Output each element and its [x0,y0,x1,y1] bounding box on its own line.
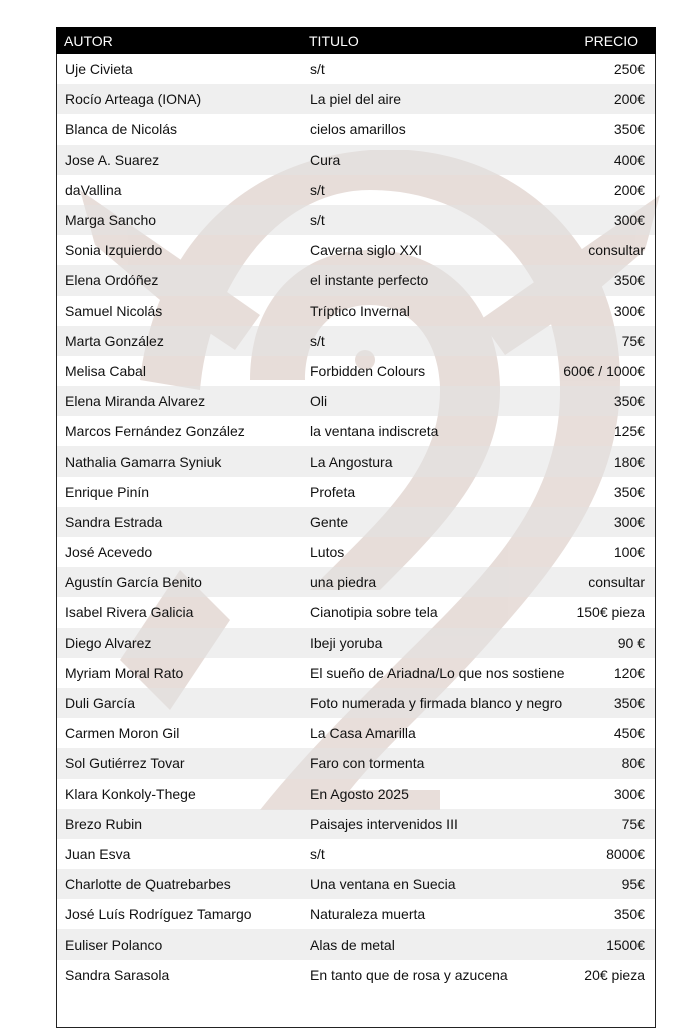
cell-titulo: s/t [310,181,325,198]
cell-autor: Klara Konkoly-Thege [65,785,196,802]
cell-titulo: s/t [310,845,325,862]
table-row [57,84,655,114]
cell-titulo: La Casa Amarilla [310,725,416,742]
cell-precio: 300€ [613,785,645,802]
cell-titulo: La piel del aire [310,91,402,108]
cell-titulo: Ibeji yoruba [310,634,383,651]
cell-titulo: Foto numerada y firmada blanco y negro [310,695,563,712]
cell-autor: Nathalia Gamarra Syniuk [65,453,222,470]
cell-autor: José Acevedo [65,544,153,561]
cell-precio: 350€ [613,393,645,410]
cell-autor: Brezo Rubin [65,815,143,832]
table-body [56,54,656,1028]
cell-precio: 90 € [617,634,645,651]
cell-precio: 95€ [621,876,645,893]
cell-titulo: Paisajes intervenidos III [310,815,458,832]
cell-autor: Jose A. Suarez [65,151,160,168]
cell-titulo: Lutos [310,544,345,561]
table-row [57,779,655,809]
cell-precio: 150€ pieza [576,604,645,621]
table-row [57,114,655,144]
cell-autor: Elena Ordóñez [65,272,159,289]
cell-autor: Carmen Moron Gil [65,725,180,742]
cell-autor: Rocío Arteaga (IONA) [65,91,202,108]
cell-titulo: Cura [310,151,341,168]
cell-autor: Duli García [65,695,136,712]
cell-precio: 100€ [613,544,645,561]
table-header [56,27,656,54]
cell-precio: 1500€ [606,936,645,953]
cell-precio: 20€ pieza [584,966,645,983]
cell-titulo: s/t [310,332,325,349]
cell-autor: Diego Alvarez [65,634,152,651]
cell-autor: José Luís Rodríguez Tamargo [65,906,252,923]
cell-titulo: El sueño de Ariadna/Lo que nos sostiene [310,664,565,681]
table-row [57,960,655,990]
cell-autor: Agustín García Benito [65,574,202,591]
table-row [57,567,655,597]
cell-titulo: La Angostura [310,453,393,470]
table-row [57,718,655,748]
cell-precio: 400€ [613,151,645,168]
cell-precio: 350€ [613,906,645,923]
cell-titulo: Tríptico Invernal [310,302,410,319]
cell-titulo: Naturaleza muerta [310,906,426,923]
table-row [57,929,655,959]
cell-titulo: Faro con tormenta [310,755,425,772]
table-row [57,145,655,175]
cell-titulo: cielos amarillos [310,121,406,138]
table-row [57,54,655,84]
table-row [57,416,655,446]
cell-titulo: Oli [310,393,328,410]
cell-titulo: En tanto que de rosa y azucena [310,966,508,983]
cell-precio: 350€ [613,121,645,138]
header-precio: PRECIO [584,32,638,49]
table-row [57,326,655,356]
table-row [57,537,655,567]
cell-precio: 350€ [613,695,645,712]
cell-titulo: Caverna siglo XXI [310,242,423,259]
table-row [57,265,655,295]
cell-autor: Marga Sancho [65,212,157,229]
cell-autor: Euliser Polanco [65,936,163,953]
cell-precio: 75€ [621,332,645,349]
cell-autor: Enrique Pinín [65,483,150,500]
price-table [56,27,656,1028]
cell-precio: 300€ [613,302,645,319]
cell-titulo: En Agosto 2025 [310,785,409,802]
table-row [57,446,655,476]
cell-titulo: una piedra [310,574,377,591]
table-row [57,809,655,839]
cell-precio: 600€ / 1000€ [563,362,645,379]
cell-autor: Juan Esva [65,845,131,862]
table-row [57,658,655,688]
table-row [57,869,655,899]
cell-autor: Blanca de Nicolás [65,121,178,138]
cell-autor: Melisa Cabal [65,362,146,379]
cell-autor: Charlotte de Quatrebarbes [65,876,231,893]
cell-precio: 200€ [613,91,645,108]
cell-autor: Myriam Moral Rato [65,664,184,681]
cell-precio: 350€ [613,483,645,500]
table-row [57,899,655,929]
cell-autor: Sonia Izquierdo [65,242,163,259]
cell-titulo: Gente [310,513,349,530]
cell-autor: Uje Civieta [65,61,133,78]
table-row [57,477,655,507]
cell-precio: 75€ [621,815,645,832]
cell-titulo: s/t [310,61,325,78]
cell-precio: consultar [588,242,645,259]
cell-precio: 450€ [613,725,645,742]
cell-precio: 8000€ [606,845,645,862]
cell-titulo: s/t [310,212,325,229]
cell-precio: 350€ [613,272,645,289]
cell-precio: 250€ [613,61,645,78]
cell-autor: Marcos Fernández González [65,423,245,440]
table-row [57,175,655,205]
cell-autor: Samuel Nicolás [65,302,163,319]
cell-titulo: Profeta [310,483,356,500]
table-row [57,205,655,235]
table-row [57,235,655,265]
table-row [57,356,655,386]
cell-precio: 80€ [621,755,645,772]
cell-titulo: Una ventana en Suecia [310,876,456,893]
cell-titulo: el instante perfecto [310,272,429,289]
cell-precio: 125€ [613,423,645,440]
cell-titulo: la ventana indiscreta [310,423,439,440]
cell-precio: 120€ [613,664,645,681]
table-row [57,839,655,869]
cell-titulo: Forbidden Colours [310,362,426,379]
table-row [57,597,655,627]
table-row [57,748,655,778]
cell-precio: 200€ [613,181,645,198]
cell-autor: daVallina [65,181,122,198]
header-titulo: TITULO [309,32,359,49]
table-row [57,507,655,537]
cell-autor: Sandra Sarasola [65,966,170,983]
table-row [57,628,655,658]
table-row [57,688,655,718]
header-autor: AUTOR [64,32,113,49]
cell-autor: Isabel Rivera Galicia [65,604,194,621]
cell-titulo: Cianotipia sobre tela [310,604,438,621]
cell-autor: Sol Gutiérrez Tovar [65,755,185,772]
cell-precio: 180€ [613,453,645,470]
cell-precio: consultar [588,574,645,591]
cell-precio: 300€ [613,513,645,530]
cell-precio: 300€ [613,212,645,229]
table-row [57,296,655,326]
cell-autor: Marta González [65,332,164,349]
cell-titulo: Alas de metal [310,936,395,953]
cell-autor: Sandra Estrada [65,513,163,530]
table-row [57,386,655,416]
cell-autor: Elena Miranda Alvarez [65,393,206,410]
